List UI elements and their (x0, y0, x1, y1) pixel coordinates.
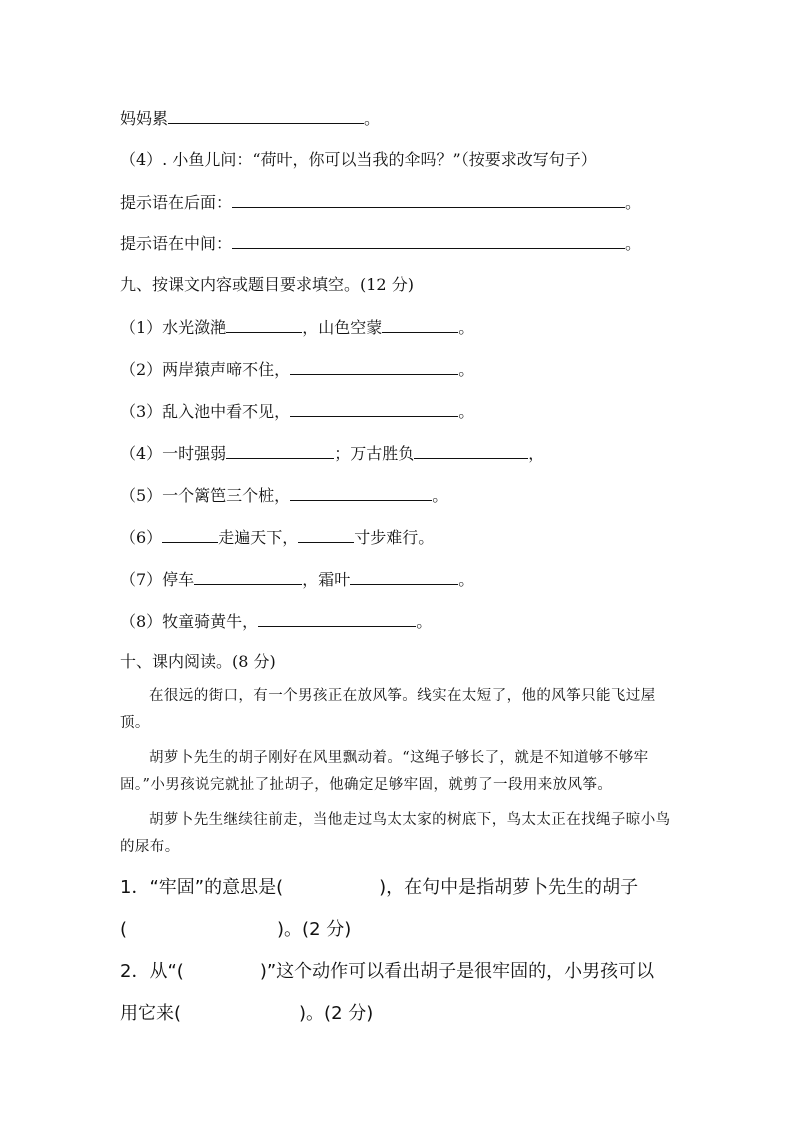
passage-paragraph-2 (120, 745, 678, 799)
item-text: （5）一个篱笆三个桩， (120, 486, 291, 505)
blank[interactable] (226, 317, 302, 333)
item-text: ， (528, 444, 545, 463)
blank[interactable] (194, 569, 302, 585)
question-text: （4）. 小鱼儿问：“荷叶，你可以当我的伞吗？”（按要求改写句子） (120, 150, 597, 169)
question-text: )”这个动作可以看出胡子是很牢固的，小男孩可以 (259, 961, 655, 982)
line-text: 。 (625, 234, 642, 253)
answer-line-after (120, 192, 641, 213)
item-text: 。 (432, 486, 449, 505)
question-rewrite (120, 150, 597, 170)
item-text: （7）停车 (120, 570, 195, 589)
fill-item-1 (120, 317, 474, 338)
section-10-title (120, 652, 276, 672)
question-text: 1．“牢固”的意思是( (120, 877, 284, 898)
blank[interactable] (382, 317, 458, 333)
blank[interactable] (232, 192, 625, 208)
item-text: 。 (458, 570, 475, 589)
item-text: 寸步难行。 (354, 528, 435, 547)
question-text: )。(2 分) (277, 919, 352, 940)
item-text: （3）乱入池中看不见， (120, 402, 291, 421)
paragraph-text: 在很远的街口，有一个男孩正在放风筝。线实在太短了，他的风筝只能飞过屋顶。 (120, 688, 656, 731)
fill-item-8 (120, 611, 432, 632)
item-text: 。 (458, 318, 475, 337)
question-text: 用它来( (120, 1003, 182, 1024)
blank[interactable] (226, 443, 334, 459)
item-text: ；万古胜负 (334, 444, 415, 463)
reading-question-2-cont (120, 1002, 373, 1026)
line-text: 。 (364, 109, 381, 128)
blank[interactable] (258, 611, 416, 627)
question-text: ( (120, 919, 128, 940)
blank[interactable] (162, 527, 218, 543)
section-title: 九、按课文内容或题目要求填空。(12 分) (120, 275, 414, 294)
question-text: )。(2 分) (299, 1003, 374, 1024)
section-title: 十、课内阅读。(8 分) (120, 652, 276, 671)
item-text: ，山色空蒙 (302, 318, 383, 337)
item-text: （1）水光潋滟 (120, 318, 227, 337)
item-text: 。 (458, 402, 475, 421)
item-text: 。 (416, 612, 433, 631)
answer-line-middle (120, 233, 641, 254)
question-text: 2．从“( (120, 961, 184, 982)
line-text: 妈妈累 (120, 109, 169, 128)
reading-question-1-cont (120, 918, 351, 942)
blank[interactable] (290, 485, 432, 501)
paragraph-text: 胡萝卜先生的胡子刚好在风里飘动着。“这绳子够长了，就是不知道够不够牢固。”小男孩说完就扯了扯胡子，他确定足够牢固，就剪了一段用来放风筝。 (120, 750, 649, 793)
blank[interactable] (350, 569, 458, 585)
blank[interactable] (232, 233, 625, 249)
fill-item-7 (120, 569, 474, 590)
blank[interactable] (168, 108, 364, 124)
line-text: 。 (625, 193, 642, 212)
fill-item-2 (120, 359, 474, 380)
blank[interactable] (290, 401, 458, 417)
item-text: ，霜叶 (302, 570, 351, 589)
section-9-title (120, 275, 414, 295)
reading-question-2 (120, 960, 654, 984)
passage-paragraph-3 (120, 807, 678, 861)
item-text: 走遍天下， (218, 528, 299, 547)
question-text: )，在句中是指胡萝卜先生的胡子 (379, 877, 639, 898)
reading-question-1 (120, 876, 638, 900)
blank[interactable] (290, 359, 458, 375)
fill-item-6 (120, 527, 434, 548)
item-text: 。 (458, 360, 475, 379)
line-text: 提示语在中间： (120, 234, 233, 253)
blank[interactable] (298, 527, 354, 543)
item-text: （8）牧童骑黄牛， (120, 612, 259, 631)
blank[interactable] (414, 443, 528, 459)
fill-item-4 (120, 443, 544, 464)
item-text: （2）两岸猿声啼不住， (120, 360, 291, 379)
passage-paragraph-1 (120, 683, 678, 737)
fill-item-3 (120, 401, 474, 422)
item-text: （6） (120, 528, 163, 547)
answer-line-mama (120, 108, 380, 129)
line-text: 提示语在后面： (120, 193, 233, 212)
paragraph-text: 胡萝卜先生继续往前走，当他走过鸟太太家的树底下，鸟太太正在找绳子晾小鸟的尿布。 (120, 812, 671, 855)
fill-item-5 (120, 485, 448, 506)
item-text: （4）一时强弱 (120, 444, 227, 463)
